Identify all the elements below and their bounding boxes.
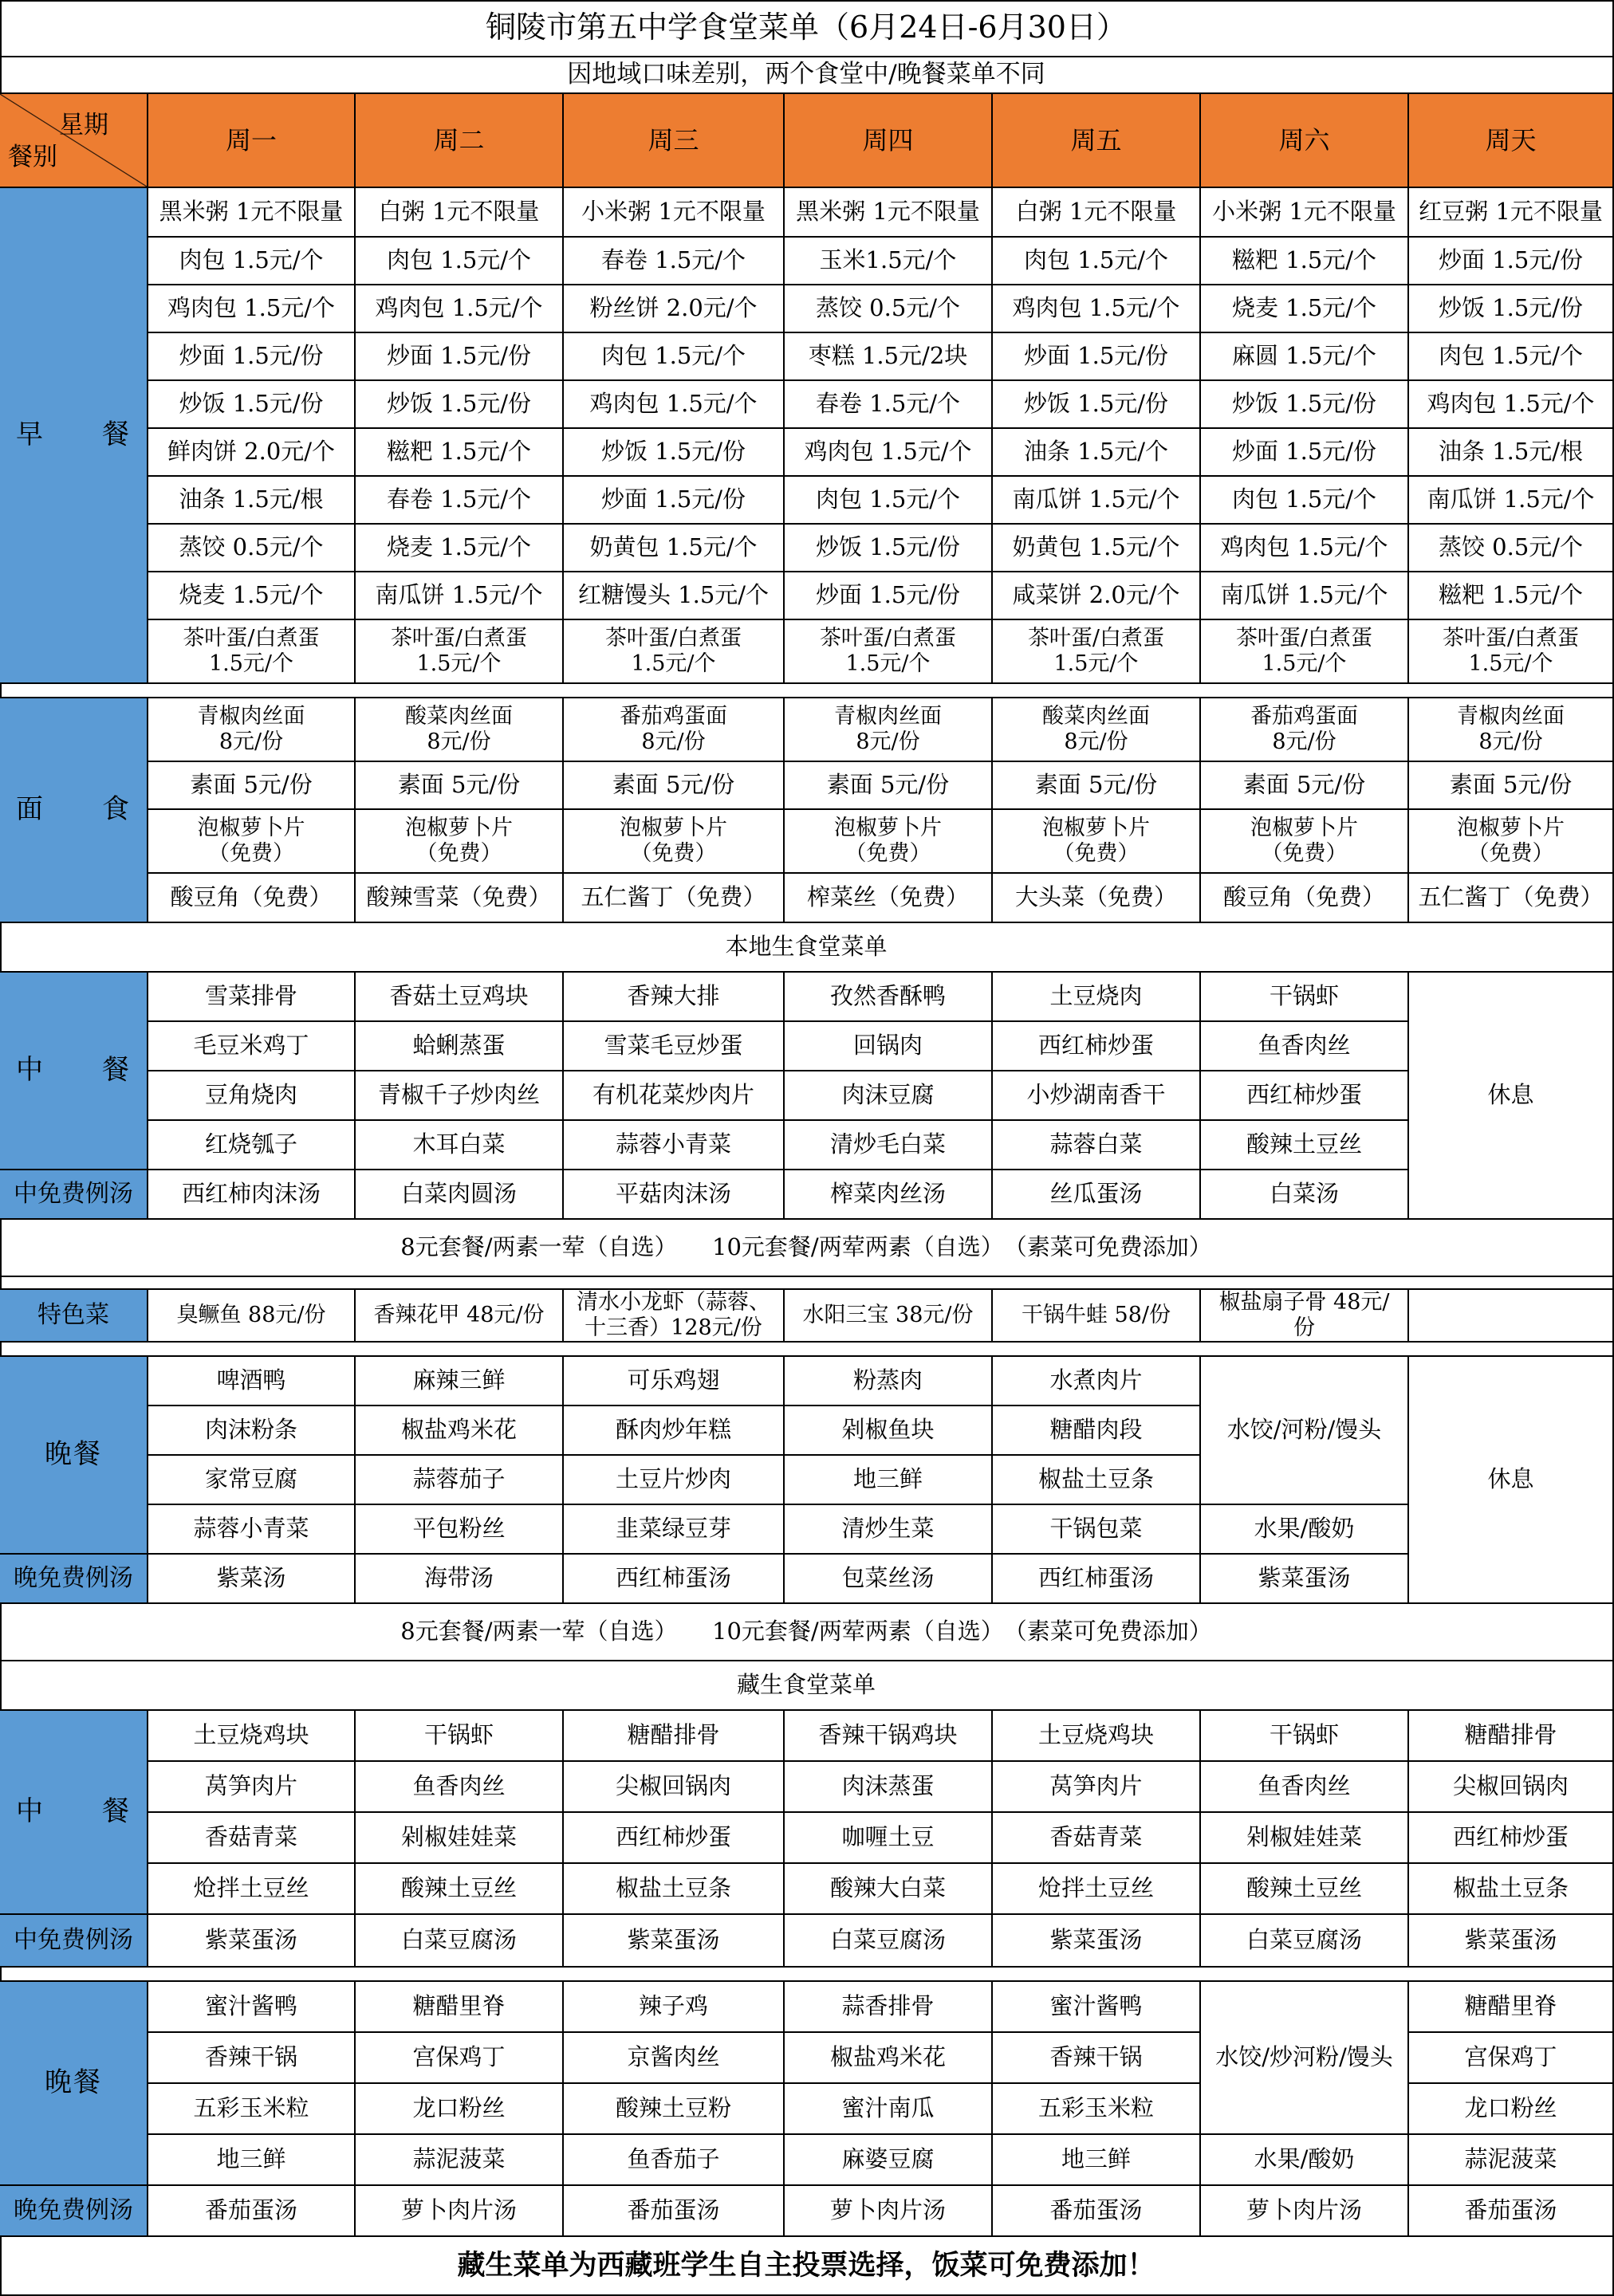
local-dinner-saturday-fruit: 水果/酸奶 [1201, 1505, 1409, 1555]
tibet-lunch-item: 酸辣土豆丝 [356, 1864, 564, 1915]
local-dinner-item: 粉蒸肉 [785, 1357, 993, 1406]
tibet-dinner-item: 酸辣土豆粉 [564, 2084, 785, 2135]
breakfast-item: 烧麦 1.5元/个 [356, 525, 564, 572]
special-dish: 干锅牛蛙 58/份 [993, 1290, 1201, 1343]
tibet-lunch-soup: 紫菜蛋汤 [1409, 1915, 1614, 1968]
breakfast-item: 蒸饺 0.5元/个 [148, 525, 356, 572]
breakfast-item: 茶叶蛋/白煮蛋 1.5元/个 [785, 620, 993, 684]
local-dinner-soup: 西红柿蛋汤 [993, 1555, 1201, 1604]
noodle-item: 大头菜（免费） [993, 874, 1201, 923]
tibet-dinner-soup: 萝卜肉片汤 [1201, 2186, 1409, 2237]
section-gap [0, 1343, 1614, 1357]
day-header: 周一 [148, 94, 356, 188]
breakfast-item: 小米粥 1元不限量 [1201, 188, 1409, 238]
tibet-lunch-item: 香辣干锅鸡块 [785, 1711, 993, 1762]
breakfast-item: 枣糕 1.5元/2块 [785, 333, 993, 381]
breakfast-item: 炒面 1.5元/份 [785, 572, 993, 620]
breakfast-item: 烧麦 1.5元/个 [1201, 285, 1409, 333]
breakfast-item: 南瓜饼 1.5元/个 [1409, 477, 1614, 525]
tibet-dinner-item: 蒜香排骨 [785, 1982, 993, 2033]
breakfast-item: 炒饭 1.5元/份 [993, 381, 1201, 429]
tibet-lunch-item: 鱼香肉丝 [356, 1762, 564, 1813]
noodle-item: 素面 5元/份 [564, 762, 785, 810]
tibet-lunch-item: 糖醋排骨 [564, 1711, 785, 1762]
local-dinner-item: 韭菜绿豆芽 [564, 1505, 785, 1555]
tibet-lunch-item: 土豆烧鸡块 [993, 1711, 1201, 1762]
local-lunch-item: 木耳白菜 [356, 1121, 564, 1170]
tibet-dinner-label: 晚餐 [0, 1982, 148, 2186]
noodle-item: 素面 5元/份 [993, 762, 1201, 810]
tibet-dinner-item: 五彩玉米粒 [993, 2084, 1201, 2135]
day-header: 周二 [356, 94, 564, 188]
local-dinner-label: 晚餐 [0, 1357, 148, 1555]
noodle-item: 番茄鸡蛋面 8元/份 [1201, 698, 1409, 762]
local-lunch-item: 鱼香肉丝 [1201, 1022, 1409, 1071]
breakfast-item: 油条 1.5元/根 [1409, 429, 1614, 477]
tibet-dinner-item: 椒盐鸡米花 [785, 2033, 993, 2084]
tibet-lunch-soup: 白菜豆腐汤 [785, 1915, 993, 1968]
local-lunch-item: 有机花菜炒肉片 [564, 1071, 785, 1121]
breakfast-item: 蒸饺 0.5元/个 [1409, 525, 1614, 572]
tibet-dinner-item: 辣子鸡 [564, 1982, 785, 2033]
noodle-item: 素面 5元/份 [148, 762, 356, 810]
local-dinner-rest: 休息 [1409, 1357, 1614, 1604]
corner-meal-label: 餐别 [8, 143, 57, 172]
breakfast-item: 鸡肉包 1.5元/个 [564, 381, 785, 429]
breakfast-item: 茶叶蛋/白煮蛋 1.5元/个 [993, 620, 1201, 684]
tibet-lunch-item: 炝拌土豆丝 [993, 1864, 1201, 1915]
section-gap [0, 684, 1614, 698]
noodle-item: 酸辣雪菜（免费） [356, 874, 564, 923]
section-gap [0, 1277, 1614, 1290]
noodle-item: 泡椒萝卜片 （免费） [356, 810, 564, 874]
breakfast-item: 蒸饺 0.5元/个 [785, 285, 993, 333]
breakfast-item: 炒饭 1.5元/份 [564, 429, 785, 477]
tibet-dinner-soup-label: 晚免费例汤 [0, 2186, 148, 2237]
tibet-dinner-item: 地三鲜 [993, 2135, 1201, 2186]
tibet-canteen-header: 藏生食堂菜单 [0, 1661, 1614, 1711]
noodle-item: 榨菜丝（免费） [785, 874, 993, 923]
breakfast-item: 鸡肉包 1.5元/个 [1201, 525, 1409, 572]
tibet-dinner-item: 五彩玉米粒 [148, 2084, 356, 2135]
footer-note: 藏生菜单为西藏班学生自主投票选择，饭菜可免费添加！ [0, 2237, 1614, 2296]
breakfast-item: 玉米1.5元/个 [785, 238, 993, 285]
tibet-dinner-item: 蜜汁酱鸭 [148, 1982, 356, 2033]
breakfast-item: 肉包 1.5元/个 [993, 238, 1201, 285]
breakfast-item: 茶叶蛋/白煮蛋 1.5元/个 [148, 620, 356, 684]
local-dinner-item: 啤酒鸭 [148, 1357, 356, 1406]
local-dinner-item: 土豆片炒肉 [564, 1456, 785, 1505]
tibet-lunch-soup: 紫菜蛋汤 [993, 1915, 1201, 1968]
tibet-dinner-item: 鱼香茄子 [564, 2135, 785, 2186]
tibet-dinner-item: 宫保鸡丁 [356, 2033, 564, 2084]
local-lunch-item: 西红柿炒蛋 [993, 1022, 1201, 1071]
breakfast-item: 奶黄包 1.5元/个 [564, 525, 785, 572]
local-lunch-item: 蒜蓉白菜 [993, 1121, 1201, 1170]
section-gap [0, 1968, 1614, 1982]
day-header: 周三 [564, 94, 785, 188]
local-dinner-item: 可乐鸡翅 [564, 1357, 785, 1406]
noodle-item: 青椒肉丝面 8元/份 [148, 698, 356, 762]
breakfast-item: 糍粑 1.5元/个 [1201, 238, 1409, 285]
tibet-dinner-item: 龙口粉丝 [1409, 2084, 1614, 2135]
breakfast-item: 炒面 1.5元/份 [1201, 429, 1409, 477]
tibet-lunch-soup: 紫菜蛋汤 [564, 1915, 785, 1968]
noodle-item: 青椒肉丝面 8元/份 [785, 698, 993, 762]
breakfast-item: 糍粑 1.5元/个 [1409, 572, 1614, 620]
breakfast-item: 炒饭 1.5元/份 [785, 525, 993, 572]
tibet-dinner-item: 香辣干锅 [148, 2033, 356, 2084]
special-dish: 清水小龙虾（蒜蓉、 十三香）128元/份 [564, 1290, 785, 1343]
corner-weekday-label: 星期 [59, 111, 108, 140]
breakfast-item: 咸菜饼 2.0元/个 [993, 572, 1201, 620]
noodle-item: 五仁酱丁（免费） [564, 874, 785, 923]
local-dinner-item: 家常豆腐 [148, 1456, 356, 1505]
local-dinner-soup-label: 晚免费例汤 [0, 1555, 148, 1604]
breakfast-item: 肉包 1.5元/个 [1409, 333, 1614, 381]
breakfast-item: 南瓜饼 1.5元/个 [1201, 572, 1409, 620]
noodle-item: 泡椒萝卜片 （免费） [993, 810, 1201, 874]
tibet-dinner-soup: 番茄蛋汤 [564, 2186, 785, 2237]
day-header: 周六 [1201, 94, 1409, 188]
local-dinner-item: 蒜蓉茄子 [356, 1456, 564, 1505]
local-dinner-item: 椒盐鸡米花 [356, 1406, 564, 1456]
breakfast-item: 肉包 1.5元/个 [785, 477, 993, 525]
breakfast-item: 鸡肉包 1.5元/个 [993, 285, 1201, 333]
local-lunch-item: 豆角烧肉 [148, 1071, 356, 1121]
breakfast-item: 炒面 1.5元/份 [148, 333, 356, 381]
local-lunch-item: 干锅虾 [1201, 973, 1409, 1022]
local-dinner-item: 清炒生菜 [785, 1505, 993, 1555]
breakfast-item: 黑米粥 1元不限量 [785, 188, 993, 238]
tibet-dinner-item: 香辣干锅 [993, 2033, 1201, 2084]
day-header: 周五 [993, 94, 1201, 188]
tibet-lunch-item: 糖醋排骨 [1409, 1711, 1614, 1762]
noodle-item: 酸菜肉丝面 8元/份 [993, 698, 1201, 762]
breakfast-item: 鸡肉包 1.5元/个 [785, 429, 993, 477]
tibet-dinner-item: 地三鲜 [148, 2135, 356, 2186]
set-meal-note: 8元套餐/两素一荤（自选） 10元套餐/两荤两素（自选） （素菜可免费添加） [0, 1220, 1614, 1277]
special-dish: 臭鳜鱼 88元/份 [148, 1290, 356, 1343]
tibet-dinner-item: 糖醋里脊 [356, 1982, 564, 2033]
breakfast-item: 炒面 1.5元/份 [564, 477, 785, 525]
tibet-dinner-item: 蜜汁南瓜 [785, 2084, 993, 2135]
noodle-item: 五仁酱丁（免费） [1409, 874, 1614, 923]
local-lunch-item: 红烧瓠子 [148, 1121, 356, 1170]
tibet-lunch-item: 香菇青菜 [148, 1813, 356, 1864]
tibet-dinner-saturday-main: 水饺/炒河粉/馒头 [1201, 1982, 1409, 2135]
local-lunch-soup: 白菜肉圆汤 [356, 1170, 564, 1220]
tibet-dinner-soup: 番茄蛋汤 [148, 2186, 356, 2237]
local-lunch-item: 清炒毛白菜 [785, 1121, 993, 1170]
breakfast-item: 烧麦 1.5元/个 [148, 572, 356, 620]
breakfast-label: 早 餐 [0, 188, 148, 684]
local-dinner-item: 蒜蓉小青菜 [148, 1505, 356, 1555]
breakfast-item: 茶叶蛋/白煮蛋 1.5元/个 [1201, 620, 1409, 684]
local-dinner-item: 水煮肉片 [993, 1357, 1201, 1406]
breakfast-item: 南瓜饼 1.5元/个 [356, 572, 564, 620]
local-lunch-soup: 白菜汤 [1201, 1170, 1409, 1220]
tibet-dinner-item: 蒜泥菠菜 [1409, 2135, 1614, 2186]
breakfast-item: 茶叶蛋/白煮蛋 1.5元/个 [356, 620, 564, 684]
local-dinner-item: 干锅包菜 [993, 1505, 1201, 1555]
tibet-lunch-item: 干锅虾 [1201, 1711, 1409, 1762]
tibet-lunch-item: 尖椒回锅肉 [1409, 1762, 1614, 1813]
breakfast-item: 南瓜饼 1.5元/个 [993, 477, 1201, 525]
tibet-lunch-item: 干锅虾 [356, 1711, 564, 1762]
tibet-dinner-item: 宫保鸡丁 [1409, 2033, 1614, 2084]
tibet-lunch-item: 西红柿炒蛋 [1409, 1813, 1614, 1864]
breakfast-item: 炒面 1.5元/份 [1409, 238, 1614, 285]
tibet-lunch-item: 咖喱土豆 [785, 1813, 993, 1864]
tibet-lunch-item: 剁椒娃娃菜 [1201, 1813, 1409, 1864]
local-dinner-saturday-main: 水饺/河粉/馒头 [1201, 1357, 1409, 1505]
breakfast-item: 肉包 1.5元/个 [356, 238, 564, 285]
local-lunch-rest: 休息 [1409, 973, 1614, 1220]
day-header: 周天 [1409, 94, 1614, 188]
noodle-item: 泡椒萝卜片 （免费） [148, 810, 356, 874]
breakfast-item: 肉包 1.5元/个 [564, 333, 785, 381]
noodle-item: 素面 5元/份 [1409, 762, 1614, 810]
breakfast-item: 肉包 1.5元/个 [1201, 477, 1409, 525]
breakfast-item: 油条 1.5元/根 [148, 477, 356, 525]
local-lunch-soup: 榨菜肉丝汤 [785, 1170, 993, 1220]
local-lunch-label: 中 餐 [0, 973, 148, 1170]
day-header: 周四 [785, 94, 993, 188]
corner-cell [0, 94, 148, 188]
local-lunch-item: 回锅肉 [785, 1022, 993, 1071]
breakfast-item: 炒面 1.5元/份 [993, 333, 1201, 381]
tibet-lunch-item: 莴笋肉片 [993, 1762, 1201, 1813]
local-lunch-item: 西红柿炒蛋 [1201, 1071, 1409, 1121]
tibet-lunch-item: 莴笋肉片 [148, 1762, 356, 1813]
tibet-lunch-item: 香菇青菜 [993, 1813, 1201, 1864]
breakfast-item: 肉包 1.5元/个 [148, 238, 356, 285]
special-dish: 香辣花甲 48元/份 [356, 1290, 564, 1343]
breakfast-item: 奶黄包 1.5元/个 [993, 525, 1201, 572]
local-dinner-soup: 海带汤 [356, 1555, 564, 1604]
noodle-item: 青椒肉丝面 8元/份 [1409, 698, 1614, 762]
breakfast-item: 春卷 1.5元/个 [785, 381, 993, 429]
noodle-item: 素面 5元/份 [1201, 762, 1409, 810]
breakfast-item: 炒面 1.5元/份 [356, 333, 564, 381]
local-dinner-soup: 包菜丝汤 [785, 1555, 993, 1604]
tibet-dinner-item: 蜜汁酱鸭 [993, 1982, 1201, 2033]
local-lunch-item: 蒜蓉小青菜 [564, 1121, 785, 1170]
local-dinner-soup: 紫菜汤 [148, 1555, 356, 1604]
local-lunch-item: 雪菜毛豆炒蛋 [564, 1022, 785, 1071]
tibet-lunch-item: 鱼香肉丝 [1201, 1762, 1409, 1813]
special-dish: 椒盐扇子骨 48元/ 份 [1201, 1290, 1409, 1343]
tibet-dinner-saturday-fruit: 水果/酸奶 [1201, 2135, 1409, 2186]
noodle-item: 酸豆角（免费） [148, 874, 356, 923]
local-lunch-item: 土豆烧肉 [993, 973, 1201, 1022]
tibet-lunch-item: 酸辣土豆丝 [1201, 1864, 1409, 1915]
local-dinner-item: 椒盐土豆条 [993, 1456, 1201, 1505]
breakfast-item: 糍粑 1.5元/个 [356, 429, 564, 477]
local-lunch-soup: 西红柿肉沫汤 [148, 1170, 356, 1220]
local-dinner-item: 剁椒鱼块 [785, 1406, 993, 1456]
breakfast-item: 黑米粥 1元不限量 [148, 188, 356, 238]
local-dinner-soup: 紫菜蛋汤 [1201, 1555, 1409, 1604]
local-lunch-item: 青椒千子炒肉丝 [356, 1071, 564, 1121]
breakfast-item: 白粥 1元不限量 [356, 188, 564, 238]
noodle-item: 泡椒萝卜片 （免费） [1201, 810, 1409, 874]
breakfast-item: 炒饭 1.5元/份 [356, 381, 564, 429]
tibet-lunch-soup: 白菜豆腐汤 [356, 1915, 564, 1968]
noodle-item: 番茄鸡蛋面 8元/份 [564, 698, 785, 762]
tibet-lunch-item: 西红柿炒蛋 [564, 1813, 785, 1864]
tibet-dinner-item: 京酱肉丝 [564, 2033, 785, 2084]
breakfast-item: 茶叶蛋/白煮蛋 1.5元/个 [1409, 620, 1614, 684]
breakfast-item: 鲜肉饼 2.0元/个 [148, 429, 356, 477]
breakfast-item: 红豆粥 1元不限量 [1409, 188, 1614, 238]
noodle-item: 素面 5元/份 [785, 762, 993, 810]
breakfast-item: 红糖馒头 1.5元/个 [564, 572, 785, 620]
local-lunch-item: 小炒湖南香干 [993, 1071, 1201, 1121]
tibet-lunch-item: 椒盐土豆条 [1409, 1864, 1614, 1915]
tibet-lunch-item: 尖椒回锅肉 [564, 1762, 785, 1813]
special-dish: 水阳三宝 38元/份 [785, 1290, 993, 1343]
noodles-label: 面 食 [0, 698, 148, 923]
breakfast-item: 炒饭 1.5元/份 [1409, 285, 1614, 333]
breakfast-item: 麻圆 1.5元/个 [1201, 333, 1409, 381]
local-canteen-header: 本地生食堂菜单 [0, 923, 1614, 973]
local-dinner-item: 地三鲜 [785, 1456, 993, 1505]
page-title: 铜陵市第五中学食堂菜单（6月24日-6月30日） [0, 0, 1614, 57]
local-dinner-item: 酥肉炒年糕 [564, 1406, 785, 1456]
tibet-lunch-label: 中 餐 [0, 1711, 148, 1915]
local-lunch-item: 香菇土豆鸡块 [356, 973, 564, 1022]
tibet-dinner-soup: 番茄蛋汤 [993, 2186, 1201, 2237]
breakfast-item: 鸡肉包 1.5元/个 [148, 285, 356, 333]
noodle-item: 酸豆角（免费） [1201, 874, 1409, 923]
breakfast-item: 炒饭 1.5元/份 [148, 381, 356, 429]
tibet-lunch-item: 土豆烧鸡块 [148, 1711, 356, 1762]
tibet-lunch-soup: 白菜豆腐汤 [1201, 1915, 1409, 1968]
noodle-item: 酸菜肉丝面 8元/份 [356, 698, 564, 762]
tibet-lunch-item: 椒盐土豆条 [564, 1864, 785, 1915]
local-lunch-soup: 平菇肉沫汤 [564, 1170, 785, 1220]
noodle-item: 素面 5元/份 [356, 762, 564, 810]
tibet-dinner-soup: 番茄蛋汤 [1409, 2186, 1614, 2237]
page-subtitle: 因地域口味差别，两个食堂中/晚餐菜单不同 [0, 57, 1614, 94]
tibet-lunch-item: 肉沫蒸蛋 [785, 1762, 993, 1813]
tibet-dinner-item: 麻婆豆腐 [785, 2135, 993, 2186]
breakfast-item: 鸡肉包 1.5元/个 [356, 285, 564, 333]
tibet-dinner-item: 蒜泥菠菜 [356, 2135, 564, 2186]
tibet-lunch-item: 剁椒娃娃菜 [356, 1813, 564, 1864]
tibet-lunch-soup-label: 中免费例汤 [0, 1915, 148, 1968]
set-meal-note: 8元套餐/两素一荤（自选） 10元套餐/两荤两素（自选） （素菜可免费添加） [0, 1604, 1614, 1661]
tibet-dinner-item: 龙口粉丝 [356, 2084, 564, 2135]
breakfast-item: 春卷 1.5元/个 [356, 477, 564, 525]
special-dishes-label: 特色菜 [0, 1290, 148, 1343]
local-lunch-item: 肉沫豆腐 [785, 1071, 993, 1121]
tibet-dinner-soup: 萝卜肉片汤 [785, 2186, 993, 2237]
noodle-item: 泡椒萝卜片 （免费） [564, 810, 785, 874]
local-dinner-soup: 西红柿蛋汤 [564, 1555, 785, 1604]
tibet-lunch-soup: 紫菜蛋汤 [148, 1915, 356, 1968]
breakfast-item: 春卷 1.5元/个 [564, 238, 785, 285]
noodle-item: 泡椒萝卜片 （免费） [785, 810, 993, 874]
tibet-dinner-soup: 萝卜肉片汤 [356, 2186, 564, 2237]
tibet-lunch-item: 酸辣大白菜 [785, 1864, 993, 1915]
breakfast-item: 炒饭 1.5元/份 [1201, 381, 1409, 429]
local-lunch-soup-label: 中免费例汤 [0, 1170, 148, 1220]
breakfast-item: 茶叶蛋/白煮蛋 1.5元/个 [564, 620, 785, 684]
local-lunch-item: 香辣大排 [564, 973, 785, 1022]
noodle-item: 泡椒萝卜片 （免费） [1409, 810, 1614, 874]
local-lunch-item: 酸辣土豆丝 [1201, 1121, 1409, 1170]
local-dinner-item: 糖醋肉段 [993, 1406, 1201, 1456]
local-lunch-item: 毛豆米鸡丁 [148, 1022, 356, 1071]
special-dish [1409, 1290, 1614, 1343]
breakfast-item: 鸡肉包 1.5元/个 [1409, 381, 1614, 429]
breakfast-item: 小米粥 1元不限量 [564, 188, 785, 238]
local-lunch-soup: 丝瓜蛋汤 [993, 1170, 1201, 1220]
local-dinner-item: 平包粉丝 [356, 1505, 564, 1555]
local-lunch-item: 雪菜排骨 [148, 973, 356, 1022]
breakfast-item: 油条 1.5元/个 [993, 429, 1201, 477]
local-lunch-item: 蛤蜊蒸蛋 [356, 1022, 564, 1071]
local-dinner-item: 肉沫粉条 [148, 1406, 356, 1456]
tibet-lunch-item: 炝拌土豆丝 [148, 1864, 356, 1915]
local-dinner-item: 麻辣三鲜 [356, 1357, 564, 1406]
tibet-dinner-item: 糖醋里脊 [1409, 1982, 1614, 2033]
breakfast-item: 白粥 1元不限量 [993, 188, 1201, 238]
breakfast-item: 粉丝饼 2.0元/个 [564, 285, 785, 333]
local-lunch-item: 孜然香酥鸭 [785, 973, 993, 1022]
